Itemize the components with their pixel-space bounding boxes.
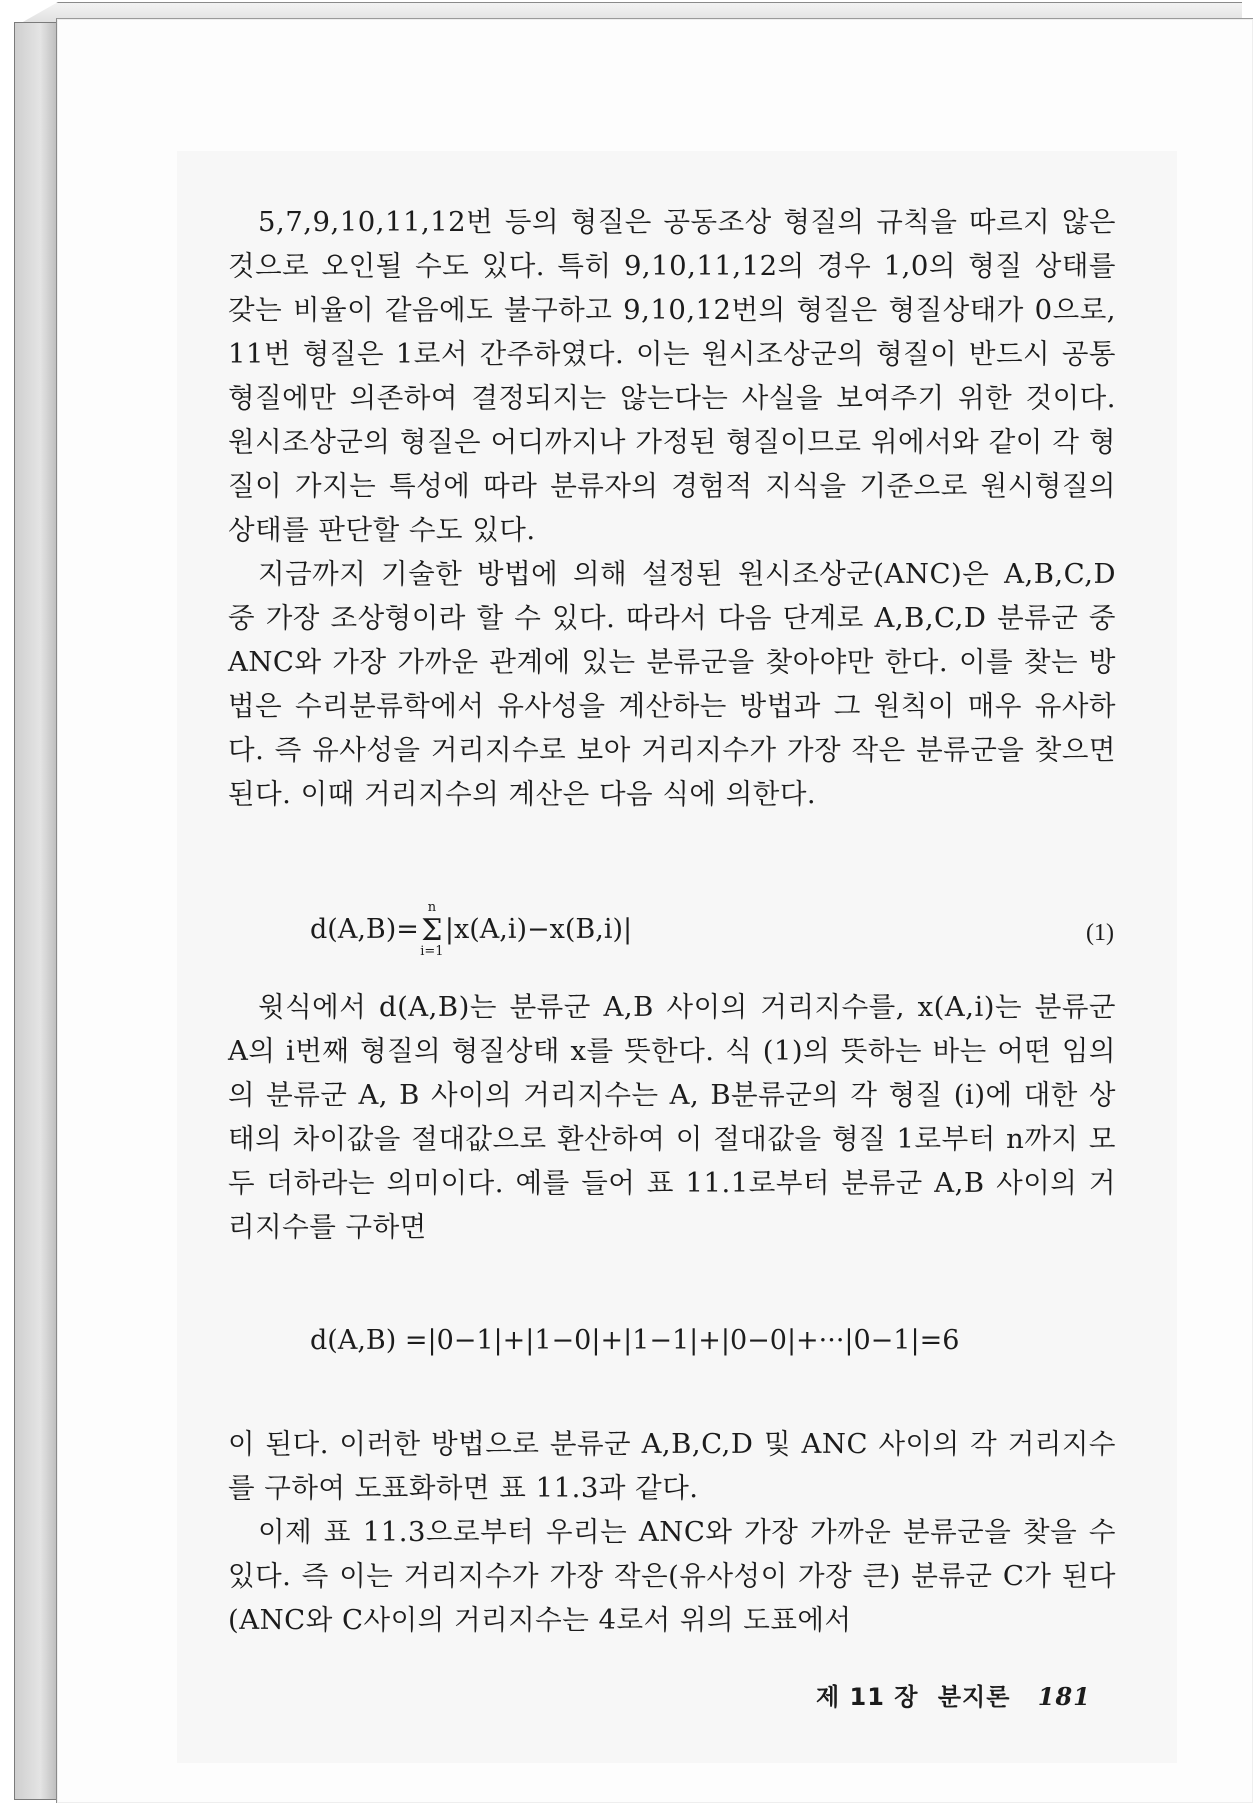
sum-upper-limit: n bbox=[427, 900, 437, 915]
footer-chapter: 제 11 장 bbox=[816, 1683, 919, 1711]
footer-title: 분지론 bbox=[937, 1683, 1011, 1711]
paragraph-1: 5,7,9,10,11,12번 등의 형질은 공동조상 형질의 규칙을 따르지 않은 것으로 오인될 수도 있다. 특히 9,10,11,12의 경우 1,0의 형질 상태를 갖는 비율이 같음에도 불구하고 9,10,12번의 형질은 형질상태가 0으로, 11번 형질은 1로서 간주하였다. 이는 원시조상군의 형질이 반드시 공통 형질에만 의존하여 결정되지는 않는다는 사실을 보여주기 위한 것이다. 원시조상군의 형질은 어디까지나 가정된 형질이므로 위에서와 같이 각 형질이 가지는 특성에 따라 분류자의 경험적 지식을 기준으로 원시형질의 상태를 판단할 수도 있다. bbox=[228, 206, 1116, 546]
summation bbox=[419, 900, 445, 959]
equation-1-lhs: d(A,B)= bbox=[310, 914, 419, 945]
page-footer bbox=[816, 1677, 1101, 1712]
paragraph-4: 이 된다. 이러한 방법으로 분류군 A,B,C,D 및 ANC 사이의 각 거리지수를 구하여 도표화하면 표 11.3과 같다. bbox=[228, 1428, 1116, 1504]
body-text-top bbox=[228, 200, 1116, 816]
paragraph-5: 이제 표 11.3으로부터 우리는 ANC와 가장 가까운 분류군을 찾을 수 있다. 즉 이는 거리지수가 가장 작은(유사성이 가장 큰) 분류군 C가 된다 (ANC와 C사이의 거리지수는 4로서 위의 도표에서 bbox=[228, 1516, 1116, 1636]
equation-1-body: |x(A,i)−x(B,i)| bbox=[444, 914, 633, 945]
paragraph-3: 윗식에서 d(A,B)는 분류군 A,B 사이의 거리지수를, x(A,i)는 분류군 A의 i번째 형질의 형질상태 x를 뜻한다. 식 (1)의 뜻하는 바는 어떤 임의의 분류군 A, B 사이의 거리지수는 A, B분류군의 각 형질 (i)에 대한 상태의 차이값을 절대값으로 환산하여 이 절대값을 형질 1로부터 n까지 모두 더하라는 의미이다. 예를 들어 표 11.1로부터 분류군 A,B 사이의 거리지수를 구하면 bbox=[228, 991, 1116, 1243]
book-spine bbox=[14, 22, 58, 1800]
sigma-symbol: Σ bbox=[421, 913, 443, 948]
body-text-bottom bbox=[228, 1422, 1116, 1642]
equation-1-number: (1) bbox=[1086, 920, 1114, 946]
body-text-mid bbox=[228, 985, 1116, 1249]
equation-1 bbox=[310, 900, 633, 959]
sum-lower-limit: i=1 bbox=[420, 944, 444, 959]
page-number: 181 bbox=[1037, 1682, 1091, 1711]
equation-2: d(A,B) =|0−1|+|1−0|+|1−1|+|0−0|+···|0−1|=6 bbox=[310, 1325, 960, 1356]
paragraph-2: 지금까지 기술한 방법에 의해 설정된 원시조상군(ANC)은 A,B,C,D 중 가장 조상형이라 할 수 있다. 따라서 다음 단계로 A,B,C,D 분류군 중 ANC와 가장 가까운 관계에 있는 분류군을 찾아야만 한다. 이를 찾는 방법은 수리분류학에서 유사성을 계산하는 방법과 그 원칙이 매우 유사하다. 즉 유사성을 거리지수로 보아 거리지수가 가장 작은 분류군을 찾으면 된다. 이때 거리지수의 계산은 다음 식에 의한다. bbox=[228, 558, 1116, 810]
